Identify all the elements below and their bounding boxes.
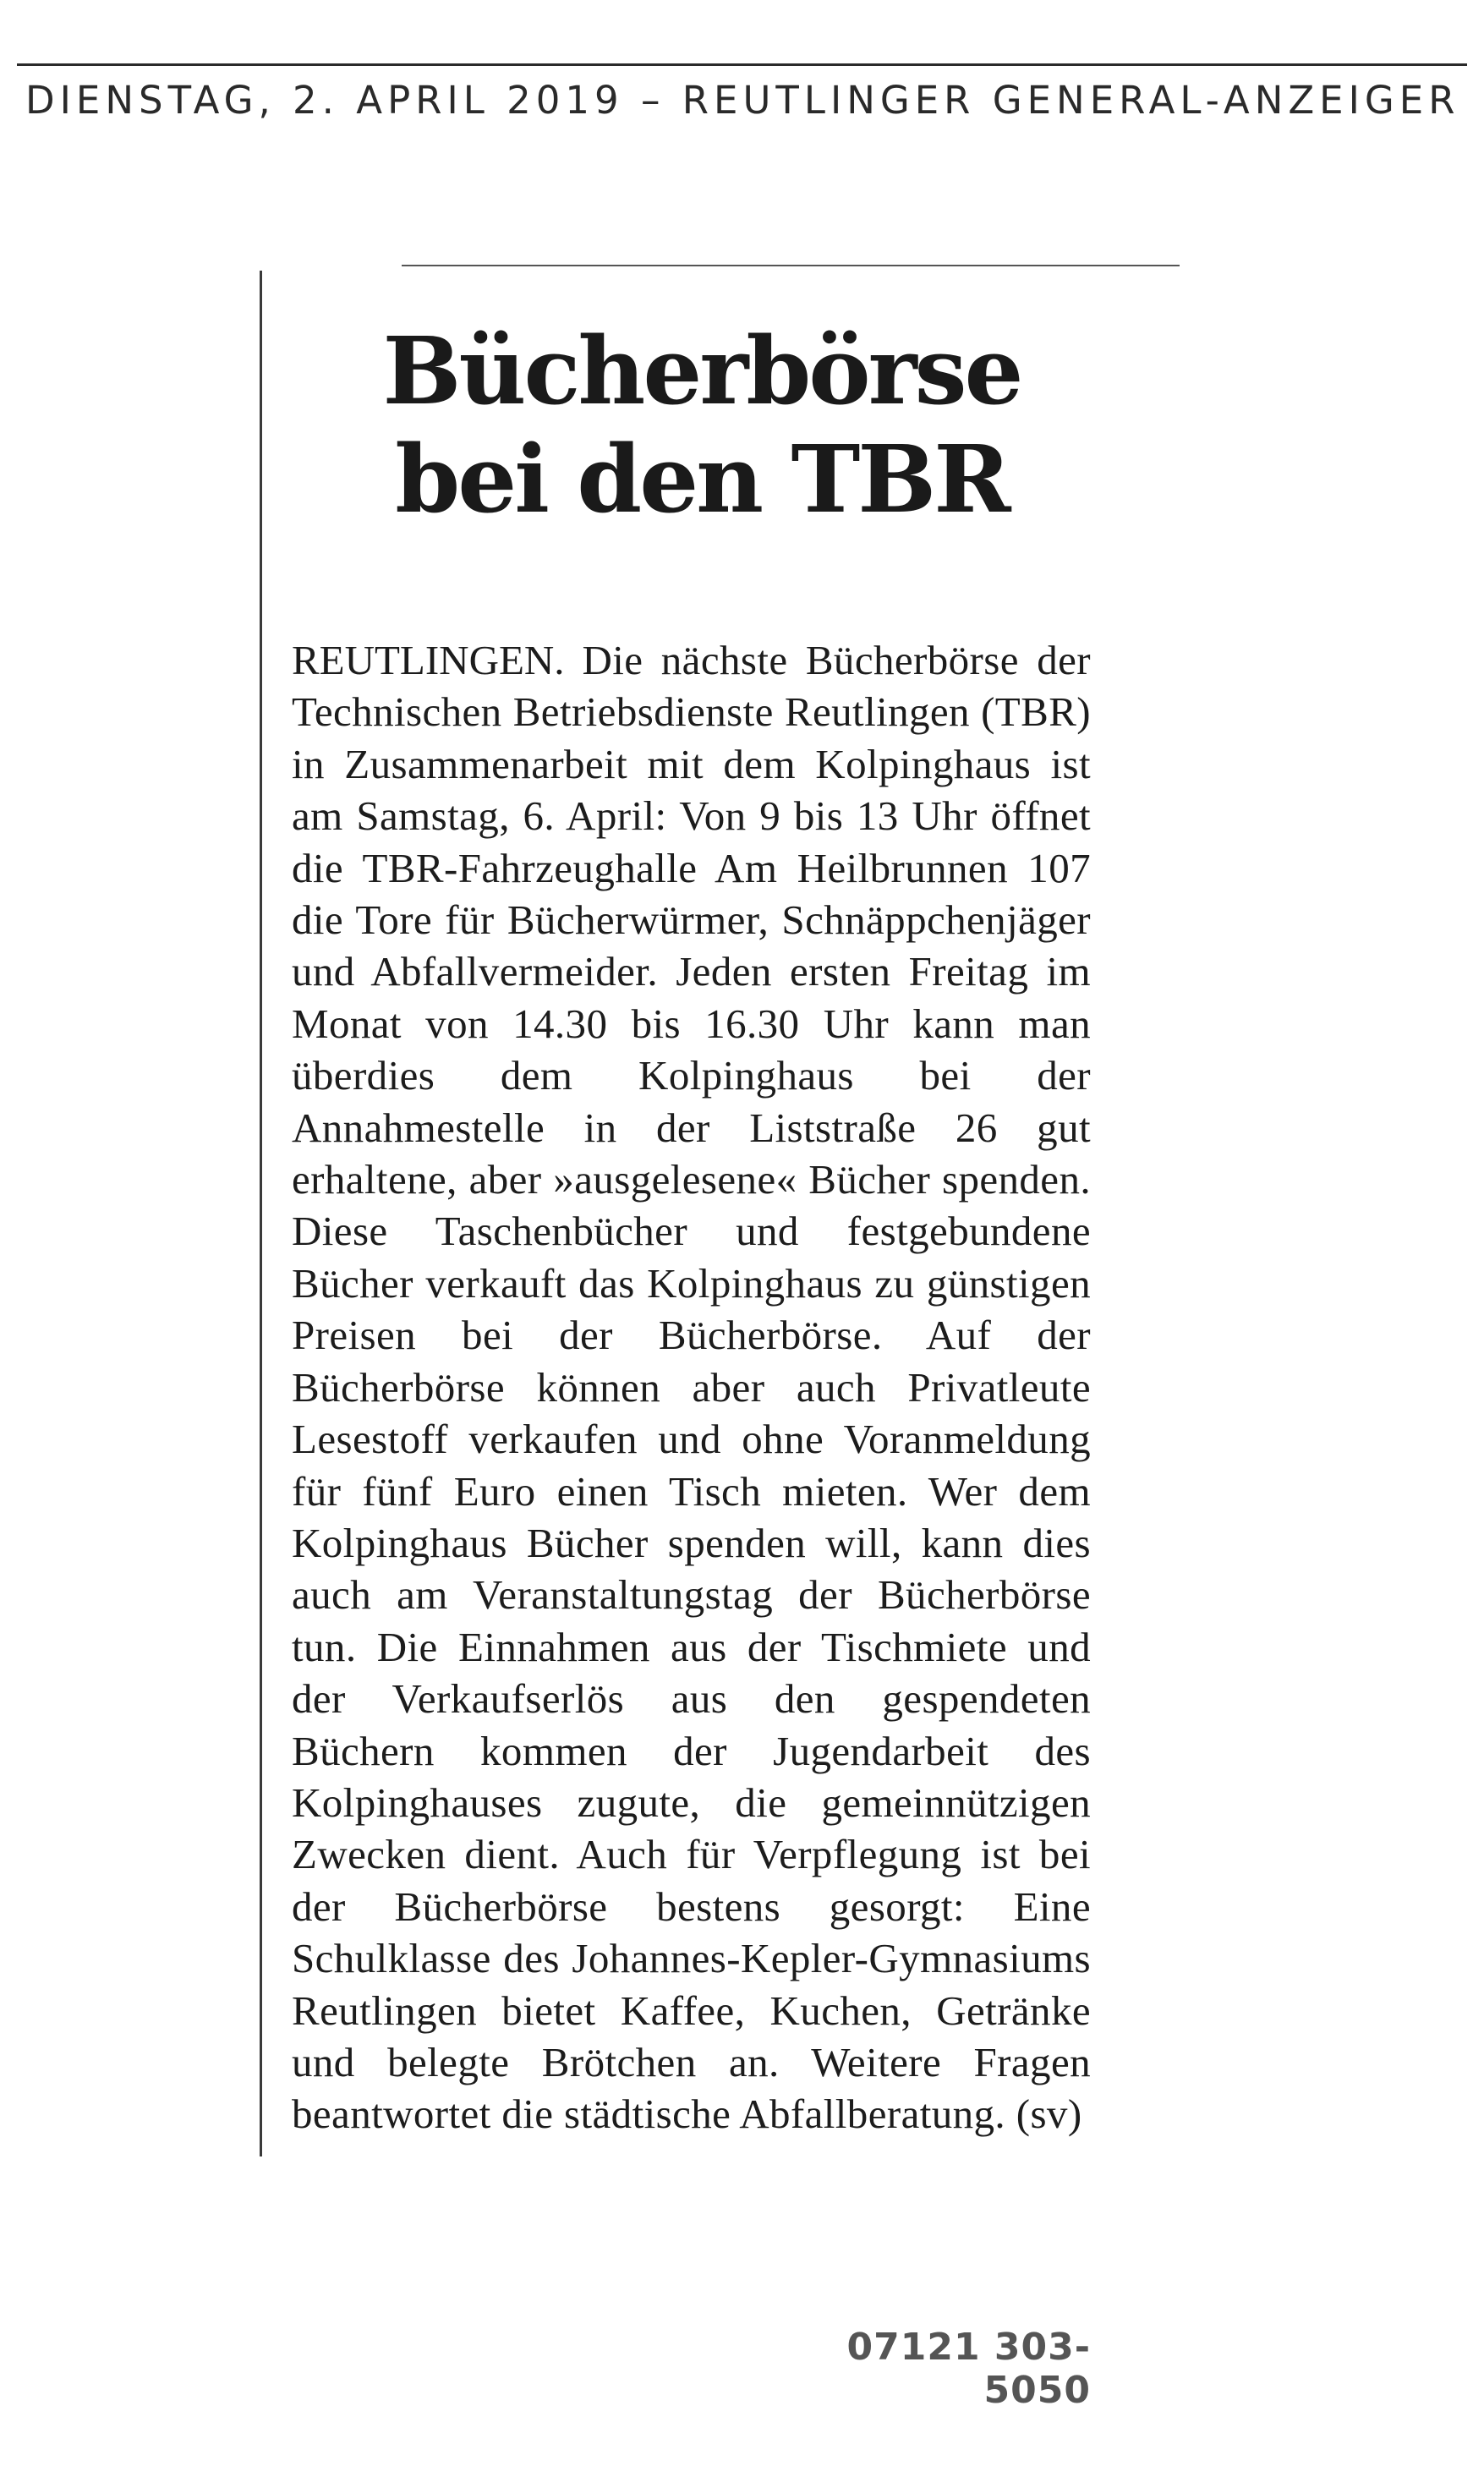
header-rule: [17, 63, 1467, 66]
article-body: [292, 634, 1091, 2140]
headline-line-2: bei den TBR: [395, 425, 1009, 534]
masthead: DIENSTAG, 2. APRIL 2019 – REUTLINGER GENERAL-ANZEIGER: [25, 78, 1460, 123]
headline-line-1: Bücherbörse: [382, 316, 1021, 425]
article-top-rule: [402, 265, 1180, 266]
column-rule: [260, 271, 262, 2156]
dateline: REUTLINGEN.: [292, 637, 565, 683]
body-text: Die nächste Bücherbörse der Technischen Betriebsdienste Reutlingen (TBR) in Zusammenarbeit mit dem Kolpinghaus ist am Samstag, 6. April: Von 9 bis 13 Uhr öffnet die TBR-Fahrzeughalle Am Heilbrunnen 107 die Tore für Bücherwürmer, Schnäppchenjäger und Abfallvermeider. Jeden ersten Freitag im Monat von 14.30 bis 16.30 Uhr kann man überdies dem Kolpinghaus bei der Annahmestelle in der Liststraße 26 gut erhaltene, aber »ausgelesene« Bücher spenden. Diese Taschenbücher und festgebundene Bücher verkauft das Kolpinghaus zu günstigen Preisen bei der Bücherbörse. Auf der Bücherbörse können aber auch Privatleute Lesestoff verkaufen und ohne Voranmeldung für fünf Euro einen Tisch mieten. Wer dem Kolpinghaus Bücher spenden will, kann dies auch am Veranstaltungstag der Bücherbörse tun. Die Einnahmen aus der Tischmiete und der Verkaufserlös aus den gespendeten Büchern kommen der Jugendarbeit des Kolpinghauses zugute, die gemeinnützigen Zwecken dient. Auch für Verpflegung ist bei der Bücherbörse bestens gesorgt: Eine Schulklasse des Johannes-Kepler-Gymnasiums Reutlingen bietet Kaffee, Kuchen, Getränke und belegte Brötchen an. Weitere Fragen beantwortet die städtische Abfallberatung. (sv): [292, 637, 1091, 2138]
headline: [279, 317, 1125, 534]
phone-number: 07121 303-5050: [846, 2326, 1091, 2412]
